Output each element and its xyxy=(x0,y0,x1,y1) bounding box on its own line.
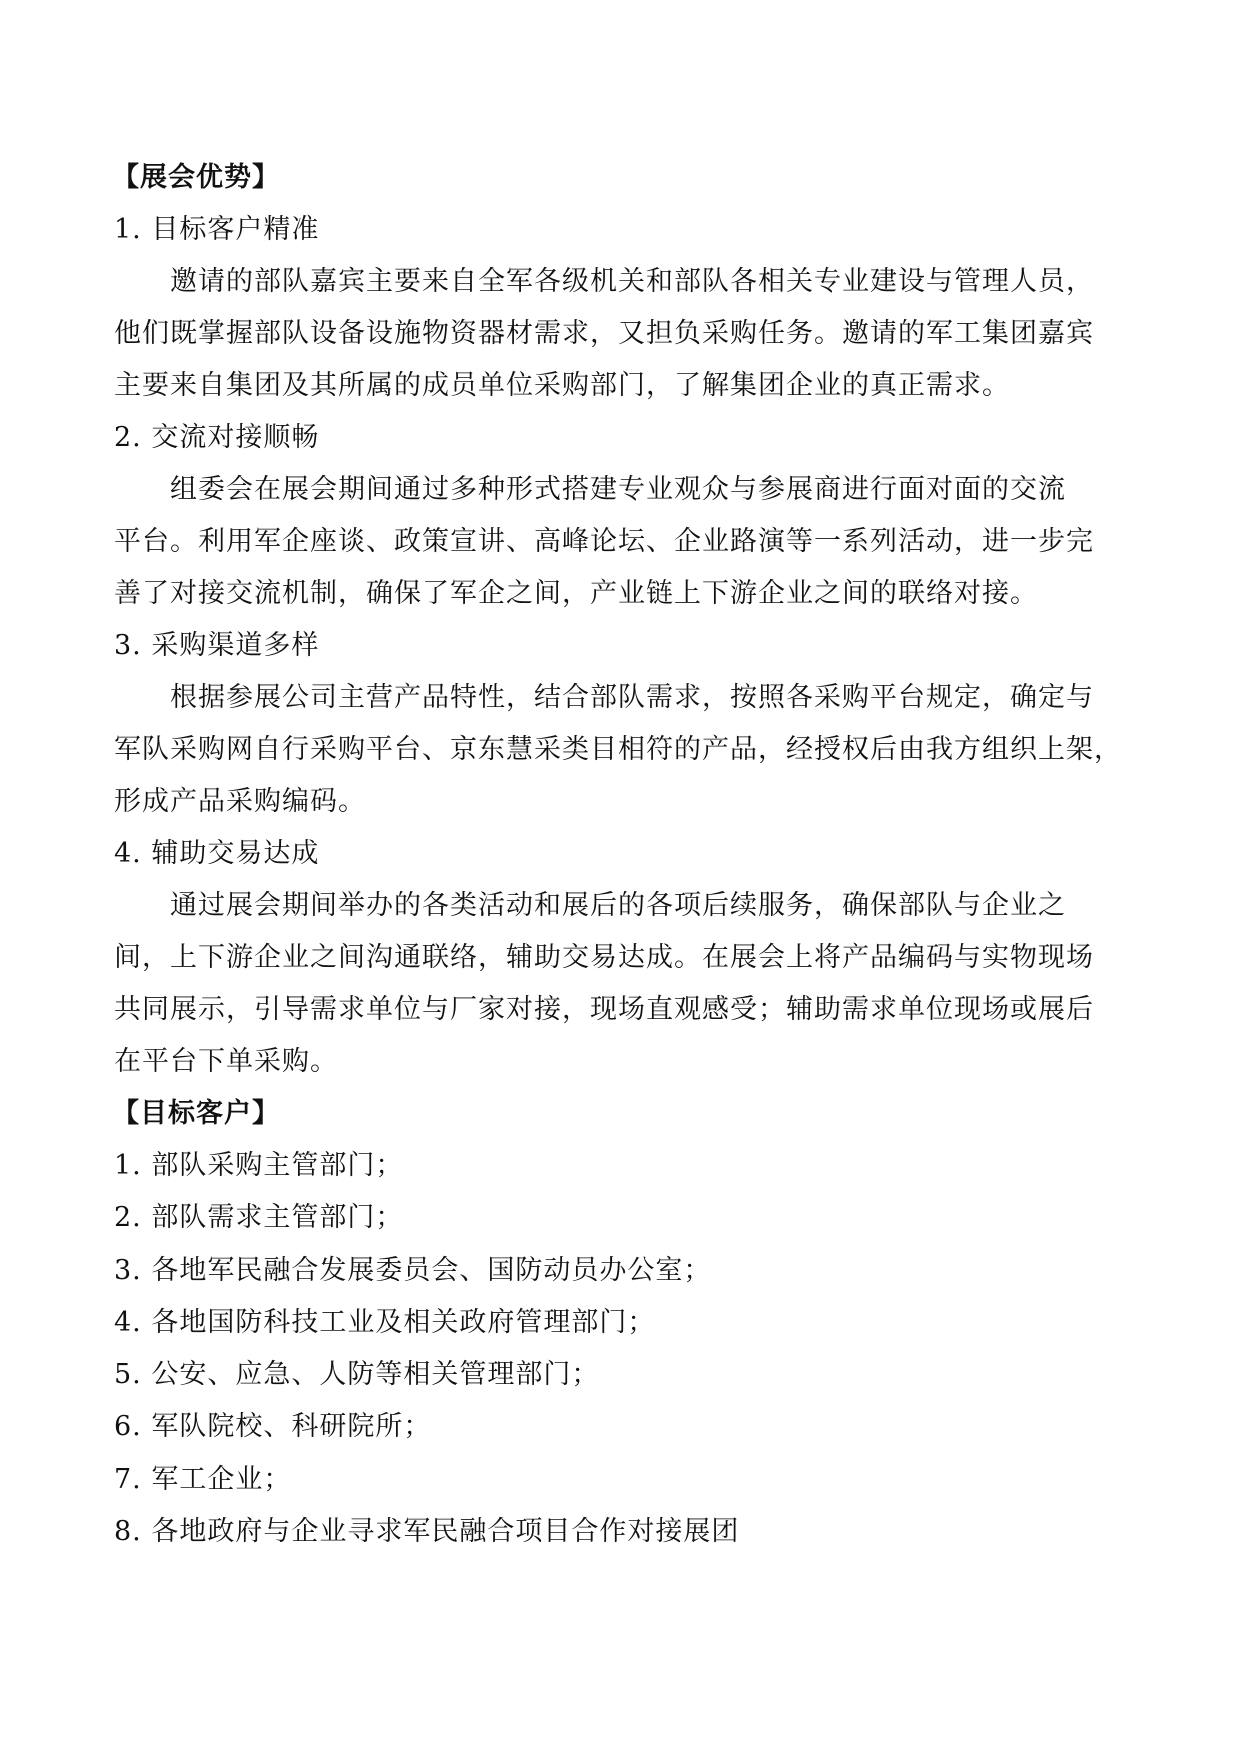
advantage-3-line-2: 军队采购网自行采购平台、京东慧采类目相符的产品，经授权后由我方组织上架， xyxy=(114,734,1122,765)
target-customer-item-3: 3. 各地军民融合发展委员会、国防动员办公室； xyxy=(114,1254,712,1286)
advantage-title-1: 1. 目标客户精准 xyxy=(114,214,320,245)
document-page xyxy=(114,152,1134,1558)
advantage-4-line-2: 间，上下游企业之间沟通联络，辅助交易达成。在展会上将产品编码与实物现场 xyxy=(114,942,1094,973)
advantage-2-line-2: 平台。利用军企座谈、政策宣讲、高峰论坛、企业路演等一系列活动，进一步完 xyxy=(114,526,1094,557)
advantage-title-3: 3. 采购渠道多样 xyxy=(114,630,320,661)
advantage-4-line-3: 共同展示，引导需求单位与厂家对接，现场直观感受；辅助需求单位现场或展后 xyxy=(114,994,1094,1025)
target-customer-item-7: 7. 军工企业； xyxy=(114,1463,292,1495)
advantage-4-line-1: 通过展会期间举办的各类活动和展后的各项后续服务，确保部队与企业之 xyxy=(170,890,1066,921)
target-customer-item-5: 5. 公安、应急、人防等相关管理部门； xyxy=(114,1359,600,1391)
advantage-1-line-2: 他们既掌握部队设备设施物资器材需求，又担负采购任务。邀请的军工集团嘉宾 xyxy=(114,318,1094,349)
target-customer-item-1: 1. 部队采购主管部门； xyxy=(114,1150,404,1181)
section-heading-target-customers: 【目标客户】 xyxy=(112,1098,280,1129)
advantage-title-4: 4. 辅助交易达成 xyxy=(114,838,320,869)
advantage-4-line-4: 在平台下单采购。 xyxy=(114,1046,338,1077)
target-customer-item-6: 6. 军队院校、科研院所； xyxy=(114,1411,432,1443)
target-customer-item-2: 2. 部队需求主管部门； xyxy=(114,1202,404,1234)
advantage-3-line-3: 形成产品采购编码。 xyxy=(114,786,366,817)
advantage-2-line-1: 组委会在展会期间通过多种形式搭建专业观众与参展商进行面对面的交流 xyxy=(170,474,1066,505)
advantage-title-2: 2. 交流对接顺畅 xyxy=(114,422,320,453)
advantage-1-line-3: 主要来自集团及其所属的成员单位采购部门，了解集团企业的真正需求。 xyxy=(114,370,1010,401)
target-customer-item-8: 8. 各地政府与企业寻求军民融合项目合作对接展团 xyxy=(114,1516,740,1548)
advantage-2-line-3: 善了对接交流机制，确保了军企之间，产业链上下游企业之间的联络对接。 xyxy=(114,578,1038,609)
advantage-3-line-1: 根据参展公司主营产品特性，结合部队需求，按照各采购平台规定，确定与 xyxy=(170,682,1094,713)
advantage-1-line-1: 邀请的部队嘉宾主要来自全军各级机关和部队各相关专业建设与管理人员， xyxy=(170,266,1094,297)
section-heading-advantages: 【展会优势】 xyxy=(112,162,280,193)
target-customer-item-4: 4. 各地国防科技工业及相关政府管理部门； xyxy=(114,1306,656,1338)
